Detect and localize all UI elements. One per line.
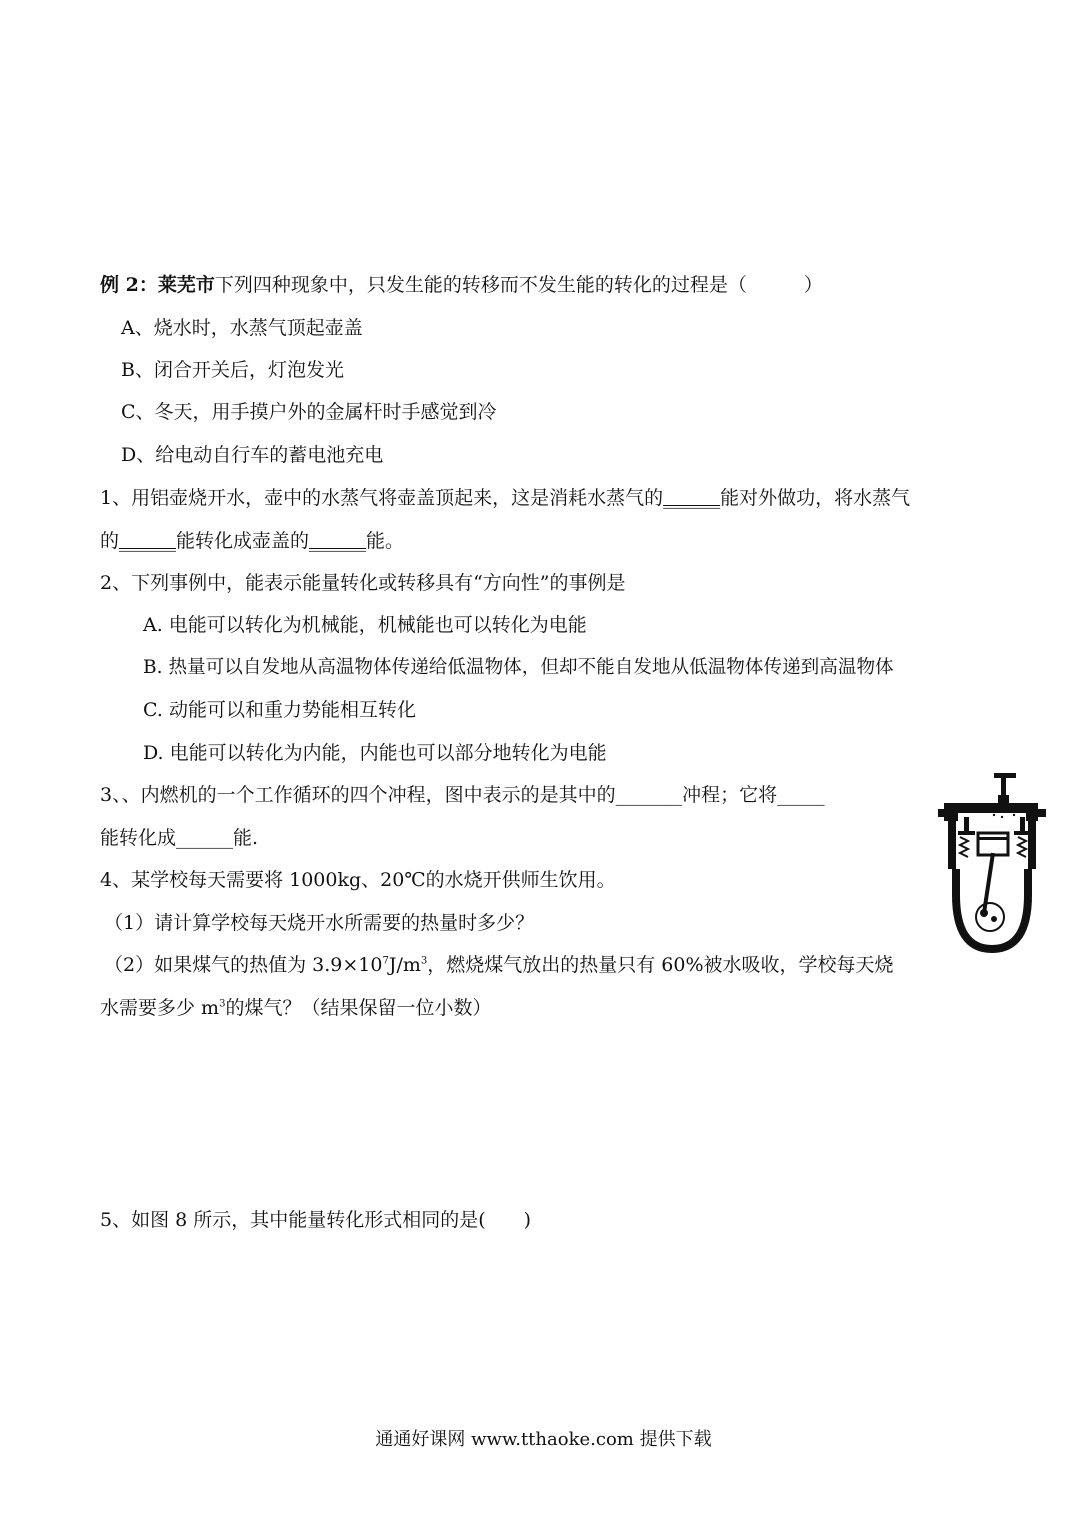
internal-combustion-engine-icon [938,773,1046,953]
q2-option-c: C. 动能可以和重力势能相互转化 [143,699,416,721]
q4-part2-line2-exponent: 3 [219,998,226,1010]
example2-option-d: D、给电动自行车的蓄电池充电 [121,444,384,466]
example2-option-a: A、烧水时，水蒸气顶起壶盖 [121,317,363,339]
example2-stem: 下列四种现象中，只发生能的转移而不发生能的转化的过程是（ ） [214,274,823,296]
page-footer: 通通好课网 www.tthaoke.com 提供下载 [375,1429,712,1450]
q2-stem: 2、下列事例中，能表示能量转化或转移具有“方向性”的事例是 [100,572,626,594]
q4-part2 [104,952,894,978]
q1-line2 [100,528,404,554]
q4-stem: 4、某学校每天需要将 1000kg、20℃的水烧开供师生饮用。 [100,869,616,891]
q2-option-d: D. 电能可以转化为内能，内能也可以部分地转化为电能 [143,742,607,764]
q4-part2-text-a: （2）如果煤气的热值为 3.9×10 [104,954,383,976]
example2-question [100,272,823,298]
q3-line2: 能转化成______能. [100,827,259,849]
example2-option-b: B、闭合开关后，灯泡发光 [121,359,344,381]
q1-blank-1: ______ [663,487,721,509]
q4-part2-line2-text-a: 水需要多少 m [100,997,220,1019]
q1-text-d: 能转化成壶盖的 [176,530,310,552]
q3-line1: 3、、内燃机的一个工作循环的四个冲程，图中表示的是其中的_______冲程；它将_____ [100,784,825,806]
q4-part2-exponent-2: 3 [420,955,428,967]
q4-part2-line2-text-b: 的煤气？（结果保留一位小数） [225,997,492,1019]
q1-blank-3: ______ [309,530,367,552]
example2-source: 莱芜市 [157,274,215,296]
q1-text-a: 1、用铝壶烧开水，壶中的水蒸气将壶盖顶起来，这是消耗水蒸气的 [100,487,664,509]
example2-label: 例 2： [100,274,158,296]
q4-part1: （1）请计算学校每天烧开水所需要的热量时多少？ [104,912,535,934]
q2-option-b: B. 热量可以自发地从高温物体传递给低温物体，但却不能自发地从低温物体传递到高温物体 [143,657,894,678]
q1-text-c: 的 [100,530,120,552]
q4-part2-exponent: 7 [382,955,389,967]
q1-blank-2: ______ [119,530,177,552]
q4-part2-text-b: J/m [388,954,421,976]
q1-text-e: 能。 [366,530,405,552]
q4-part2-line2 [100,995,491,1021]
q1-text-b: 能对外做功，将水蒸气 [720,487,911,509]
q1-line1 [100,485,910,511]
q4-part2-text-c: ，燃烧煤气放出的热量只有 60%被水吸收，学校每天烧 [427,954,894,976]
q2-option-a: A. 电能可以转化为机械能，机械能也可以转化为电能 [143,614,587,636]
q5-stem: 5、如图 8 所示，其中能量转化形式相同的是( ) [100,1209,532,1231]
example2-option-c: C、冬天，用手摸户外的金属杆时手感觉到冷 [121,401,497,423]
